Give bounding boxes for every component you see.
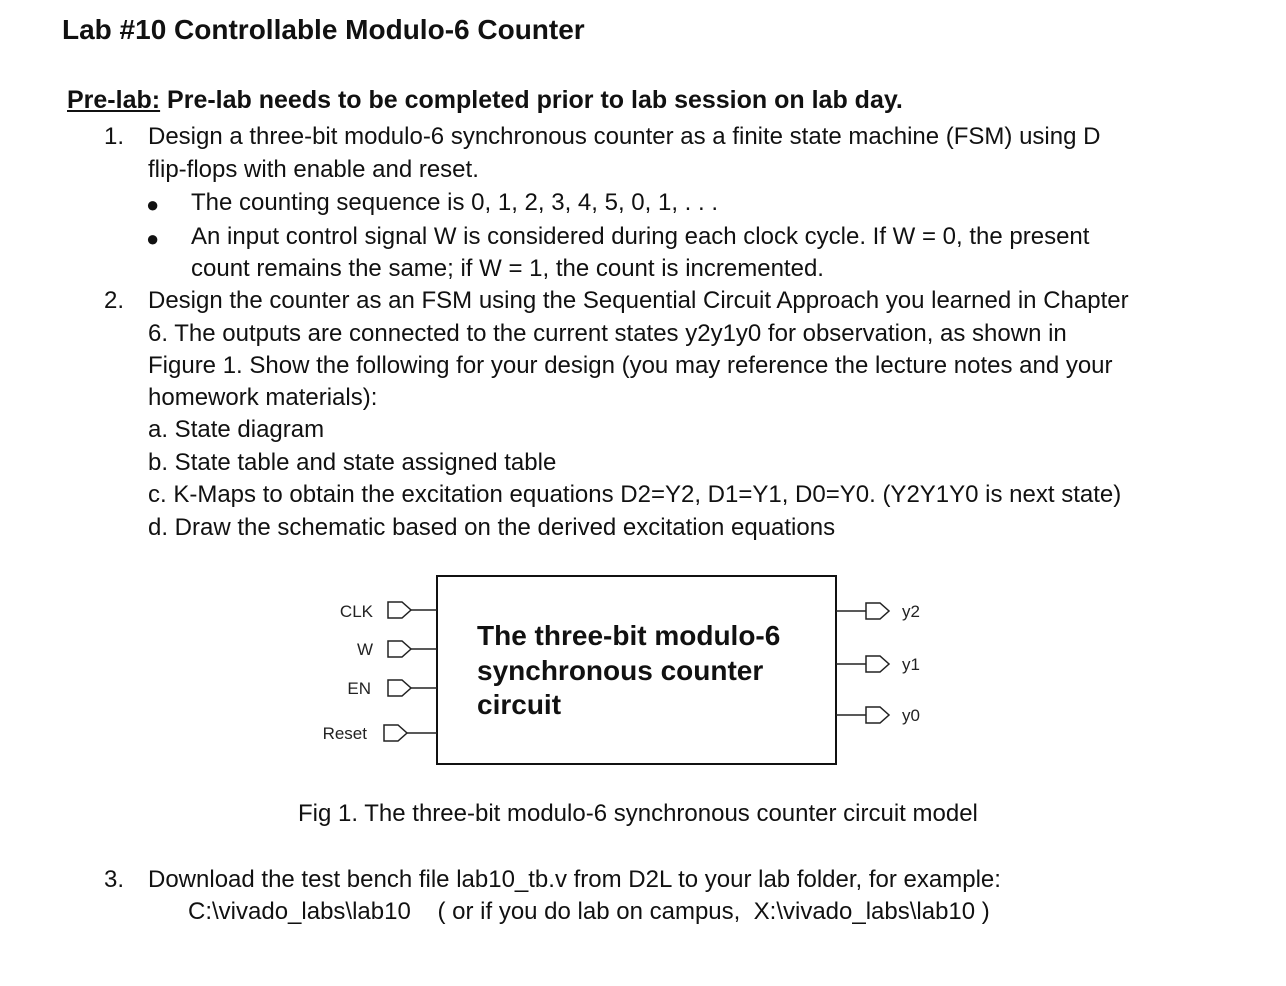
pin-label: y0 (902, 706, 920, 725)
prelab-label: Pre-lab: (67, 86, 161, 114)
output-port-icon (866, 603, 889, 619)
item-number: 1. (104, 123, 125, 150)
bullet-dot: ● (146, 192, 160, 217)
output-port-icon (866, 656, 889, 672)
box-text-line: synchronous counter (477, 655, 764, 686)
prelab-text: Pre-lab needs to be completed prior to lab session on lab day. (160, 86, 903, 114)
item-line: Figure 1. Show the following for your design (you may reference the lecture notes and your (148, 352, 1113, 379)
input-port-icon (388, 641, 411, 657)
pin-label: W (356, 640, 373, 659)
figure-caption: Fig 1. The three-bit modulo-6 synchronous counter circuit model (298, 800, 978, 827)
item-number: 3. (104, 866, 125, 893)
item-line: Download the test bench file lab10_tb.v from D2L to your lab folder, for example: (148, 866, 1001, 893)
input-pin-clk (340, 602, 437, 621)
output-port-icon (866, 707, 889, 723)
pin-label: EN (347, 679, 371, 698)
input-pin-reset (323, 724, 437, 743)
input-pin-en (347, 679, 437, 698)
bullet-line: The counting sequence is 0, 1, 2, 3, 4, 5, 0, 1, . . . (191, 189, 718, 216)
input-port-icon (388, 602, 411, 618)
item-line: 6. The outputs are connected to the current states y2y1y0 for observation, as shown in (148, 320, 1067, 347)
pin-label: y1 (902, 655, 920, 674)
item-line: Design the counter as an FSM using the Sequential Circuit Approach you learned in Chapter (148, 287, 1129, 314)
item-line: c. K-Maps to obtain the excitation equations D2=Y2, D1=Y1, D0=Y0. (Y2Y1Y0 is next state) (148, 481, 1122, 508)
pin-label: y2 (902, 602, 920, 621)
item-line: homework materials): (148, 384, 378, 411)
item-line: C:\vivado_labs\lab10 ( or if you do lab on campus, X:\vivado_labs\lab10 ) (188, 898, 990, 925)
item-number: 2. (104, 287, 125, 314)
input-pin-w (357, 640, 437, 659)
box-text-line: The three-bit modulo-6 (477, 620, 781, 651)
item-line: d. Draw the schematic based on the derived excitation equations (148, 514, 836, 541)
box-text-line: circuit (477, 689, 562, 720)
output-pin-y0 (836, 706, 920, 725)
bullet-line: An input control signal W is considered during each clock cycle. If W = 0, the present (191, 223, 1090, 250)
pin-label: Reset (322, 724, 367, 743)
bullet-line: count remains the same; if W = 1, the count is incremented. (191, 255, 824, 282)
pin-label: CLK (339, 602, 373, 621)
item-line: Design a three-bit modulo-6 synchronous counter as a finite state machine (FSM) using D (148, 123, 1101, 150)
item-line: b. State table and state assigned table (148, 449, 557, 476)
item-line: a. State diagram (148, 416, 325, 443)
item-line: flip-flops with enable and reset. (148, 156, 479, 183)
input-port-icon (384, 725, 407, 741)
output-pin-y2 (836, 602, 920, 621)
page-title: Lab #10 Controllable Modulo-6 Counter (62, 14, 585, 45)
input-port-icon (388, 680, 411, 696)
bullet-dot: ● (146, 226, 160, 251)
output-pin-y1 (836, 655, 920, 674)
